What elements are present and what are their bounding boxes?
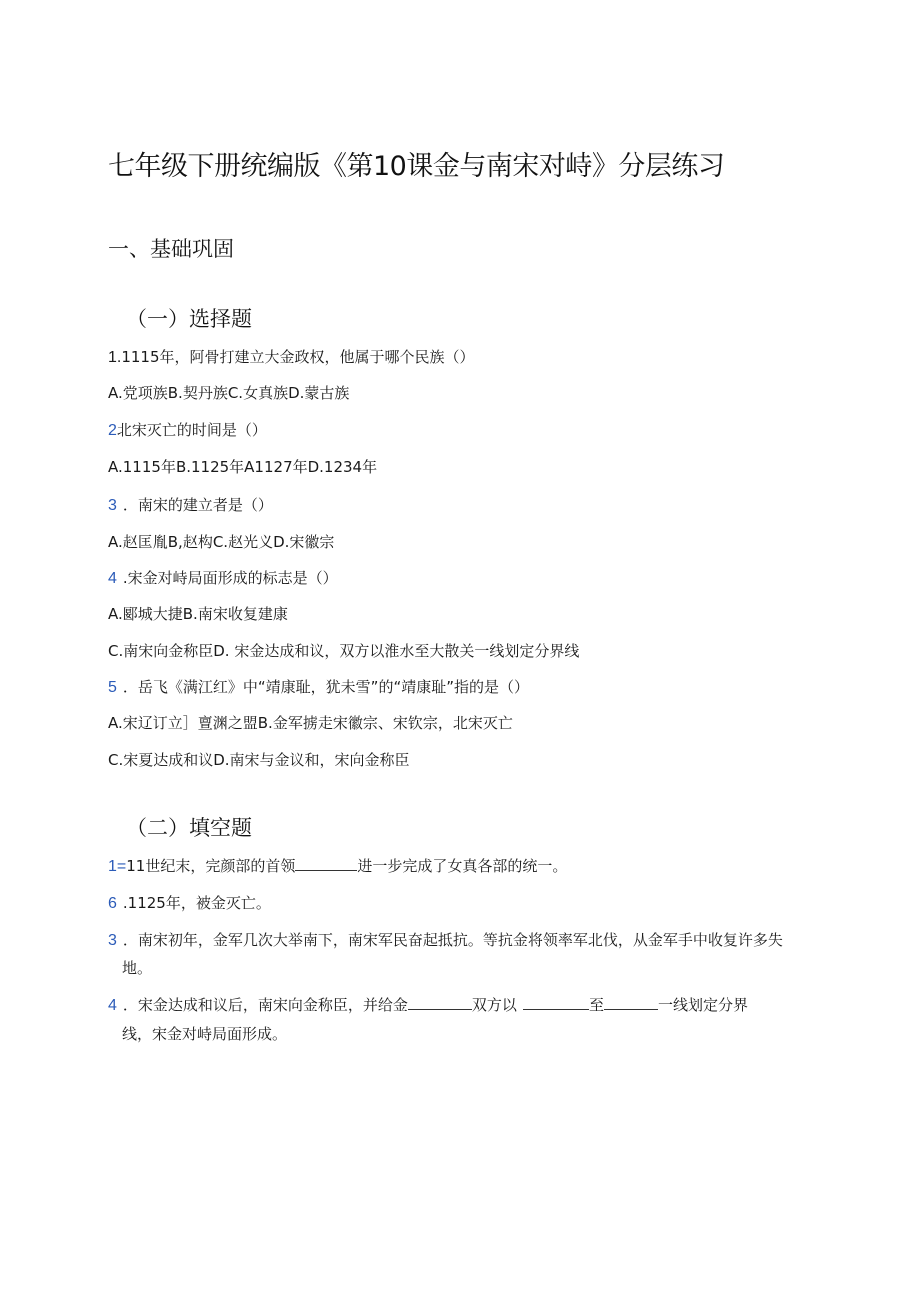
question-4-options-b: C.南宋向金称臣D. 宋金达成和议，双方以淮水至大散关一线划定分界线 [108,642,580,660]
fill-question-2: 6 .1125年，被金灭亡。 [108,894,271,912]
question-5: 5 ．岳飞《满江红》中“靖康耻，犹未雪”的“靖康耻”指的是（） [108,678,529,696]
section-heading-basics: 一、基础巩固 [108,237,234,261]
question-1: 1.1115年，阿骨打建立大金政权，他属于哪个民族（） [108,348,475,366]
answer-blank[interactable] [408,995,472,1010]
question-4: 4 .宋金对峙局面形成的标志是（） [108,569,338,587]
answer-blank[interactable] [295,856,357,871]
question-3-options: A.赵匡胤B,赵构C.赵光义D.宋徽宗 [108,533,335,551]
question-2: 2北宋灭亡的时间是（） [108,421,267,439]
answer-blank[interactable] [604,995,658,1010]
fill-question-4-continued: 线，宋金对峙局面形成。 [122,1025,288,1043]
question-4-options-a: A.郾城大捷B.南宋收复建康 [108,605,288,623]
fill-question-3-continued: 地。 [122,959,153,977]
question-2-options: A.1115年B.1125年A1127年D.1234年 [108,458,378,476]
part-heading-choice: （一）选择题 [126,307,252,331]
fill-question-3: 3 ．南宋初年，金军几次大举南下，南宋军民奋起抵抗。等抗金将领率军北伐，从金军手中收复许多失 [108,931,783,949]
page-title: 七年级下册统编版《第10课金与南宋对峙》分层练习 [108,151,725,182]
fill-question-4: 4 ．宋金达成和议后，南宋向金称臣，并给金 双方以 至 一线划定分界 [108,996,748,1014]
question-1-options: A.党项族B.契丹族C.女真族D.蒙古族 [108,384,350,402]
question-3: 3 ．南宋的建立者是（） [108,496,273,514]
question-5-options-b: C.宋夏达成和议D.南宋与金议和，宋向金称臣 [108,751,410,769]
answer-blank[interactable] [523,995,589,1010]
part-heading-fill: （二）填空题 [126,816,252,840]
question-5-options-a: A.宋辽订立］亶渊之盟B.金军掳走宋徽宗、宋钦宗，北宋灭亡 [108,714,513,732]
fill-question-1: 1=11世纪末，完颜部的首领 进一步完成了女真各部的统一。 [108,857,568,875]
